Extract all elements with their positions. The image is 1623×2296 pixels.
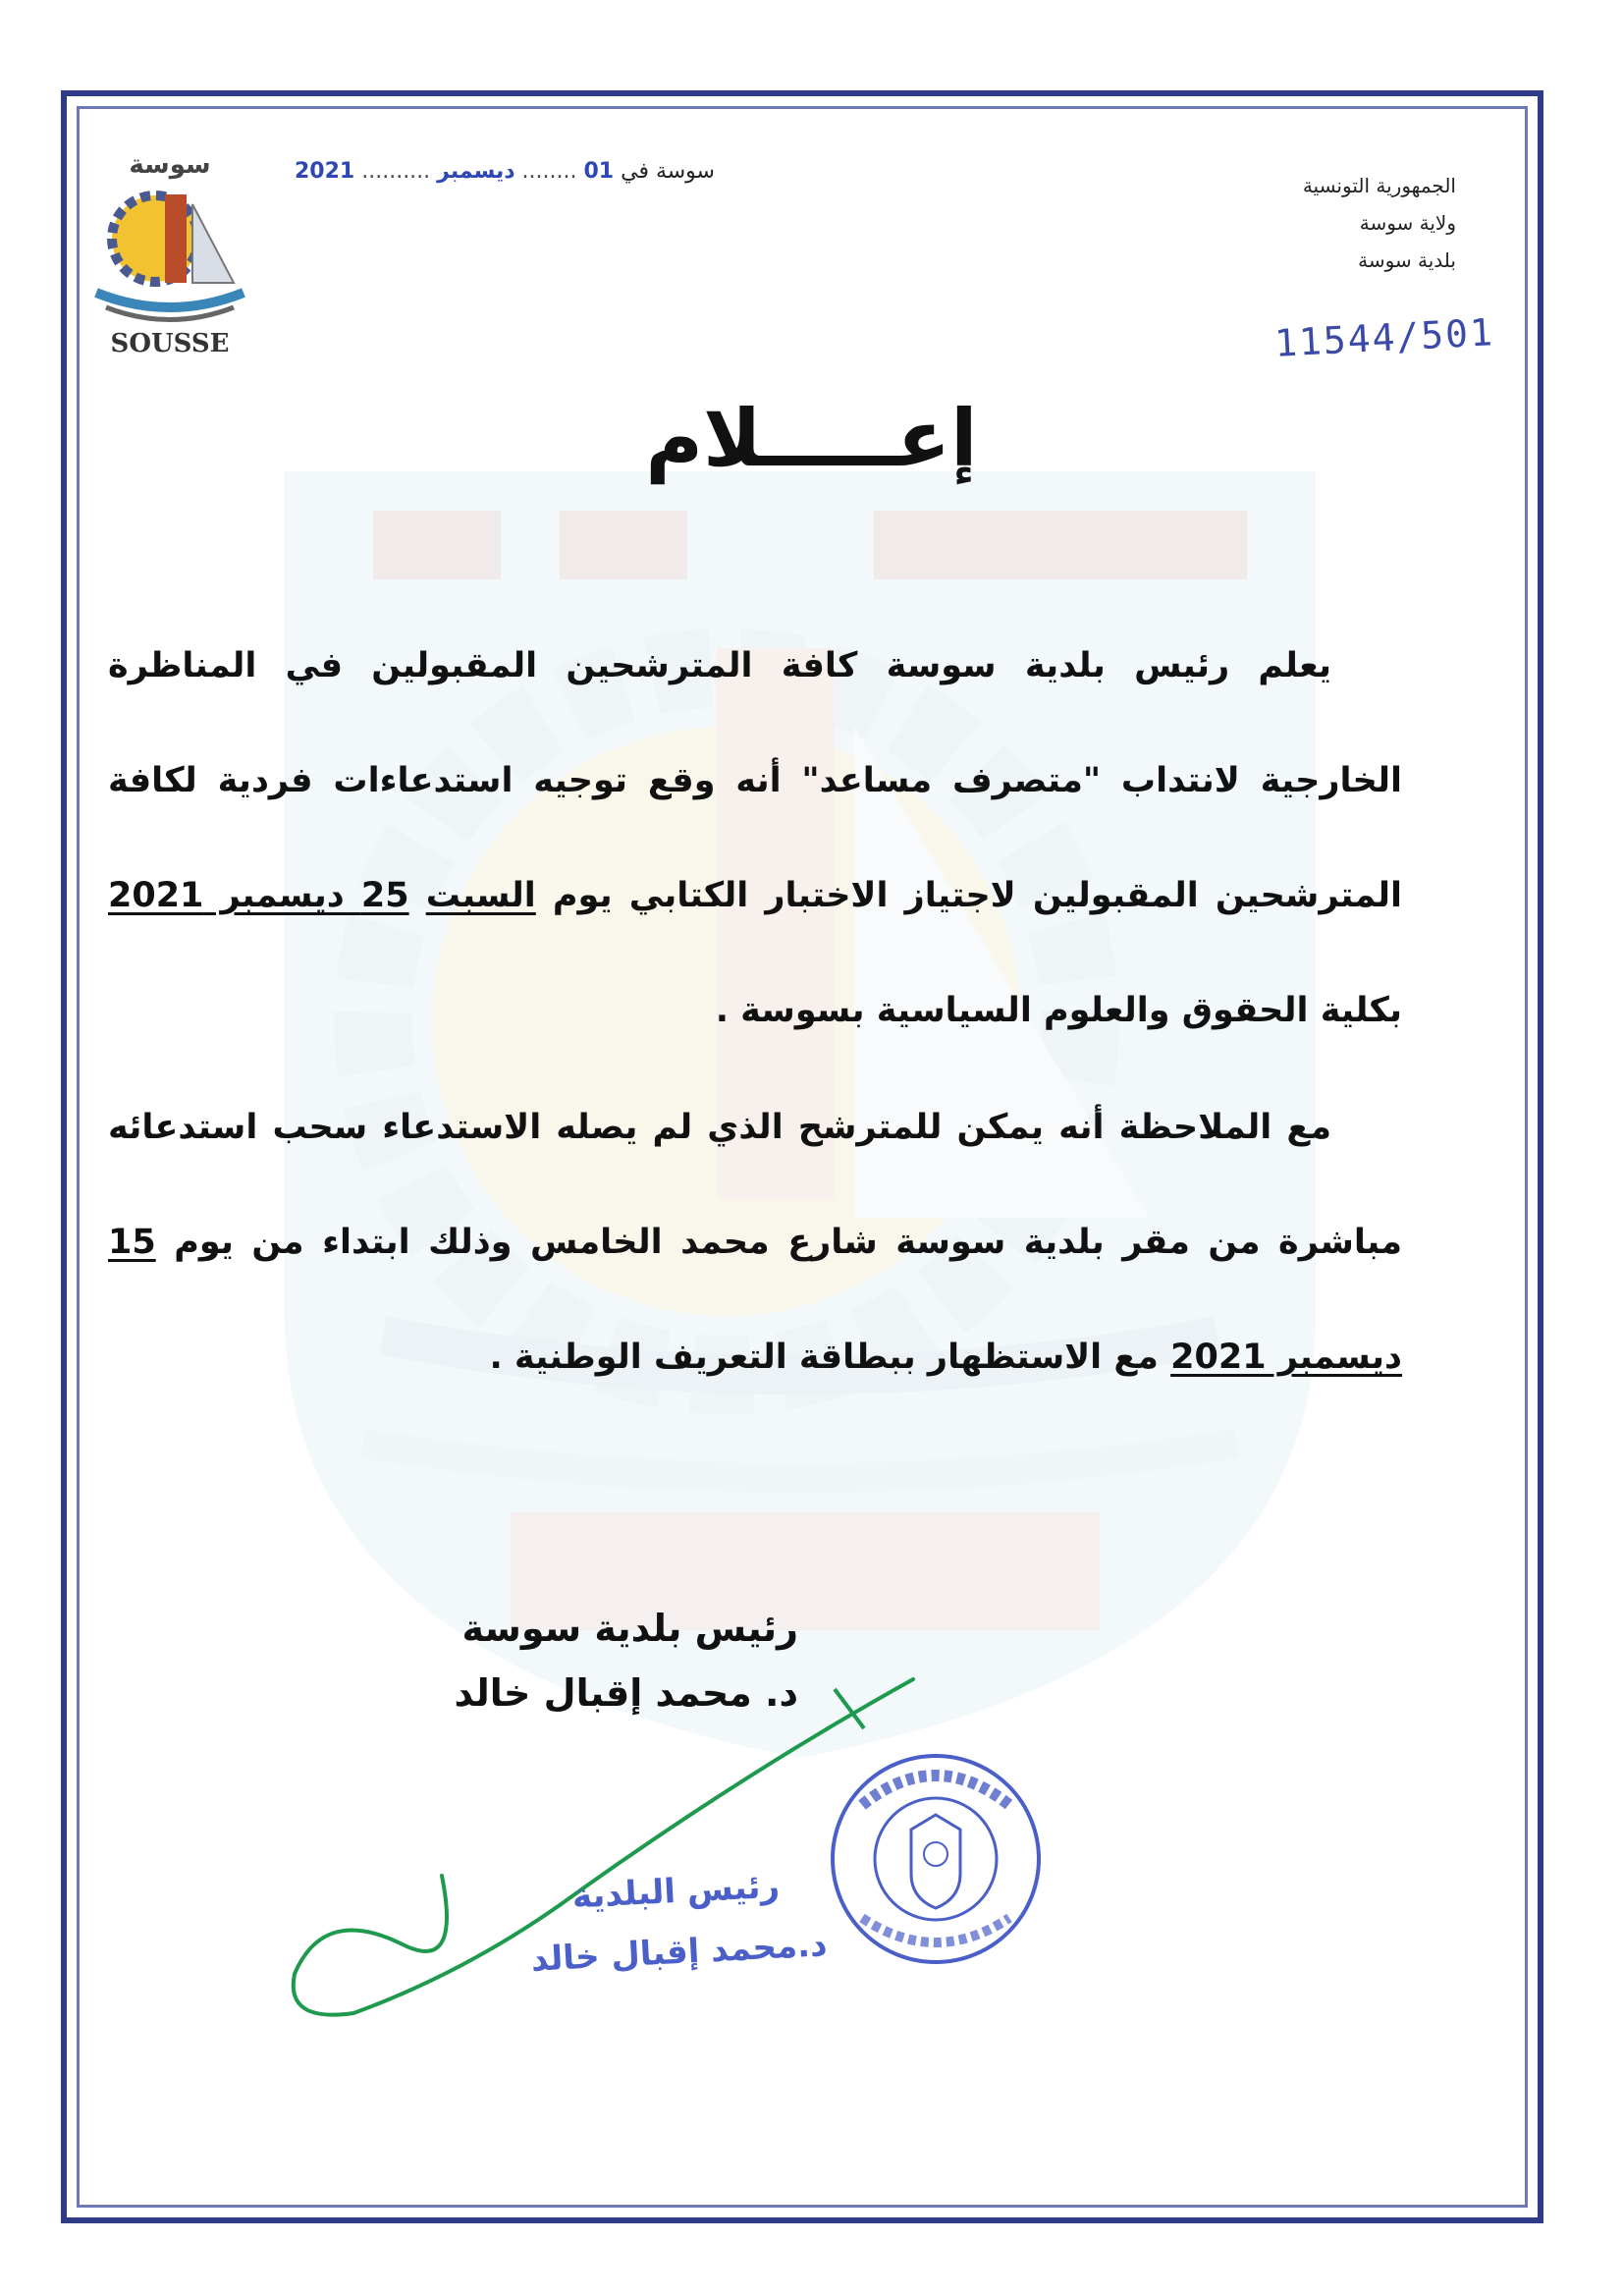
pickup-start-date: 15 ديسمبر 2021 xyxy=(108,1223,1402,1377)
date-dots: .......... xyxy=(361,159,431,184)
paragraph2-part2: مع الاستظهار ببطاقة التعريف الوطنية . xyxy=(489,1338,1159,1377)
paragraph1-part1: يعلم رئيس بلدية سوسة كافة المترشحين المقبولين في المناظرة الخارجية لانتداب "متصرف مساعد" أنه وقع توجيه استدعاءات فردية لكافة المترشحين المقبولين لاجتياز الاختبار الكتابي يوم xyxy=(108,646,1402,915)
exam-day-name: السبت xyxy=(425,876,536,915)
date-year: 2021 xyxy=(295,159,355,184)
stamp-text xyxy=(488,1851,867,1993)
stamp-name: د.محمد إقبال خالد xyxy=(529,1925,829,1980)
header-governorate: ولاية سوسة xyxy=(1359,211,1456,235)
exam-date: 25 ديسمبر 2021 xyxy=(108,876,409,915)
date-place: سوسة في xyxy=(621,159,715,184)
logo-arabic-text: سوسة xyxy=(129,150,211,180)
paragraph1-part2: بكلية الحقوق والعلوم السياسية بسوسة . xyxy=(715,991,1402,1030)
paragraph-exam-notice xyxy=(108,609,1402,1068)
document-title: إعـــــلام xyxy=(645,393,978,484)
date-day: 01 xyxy=(583,159,615,184)
header-country: الجمهورية التونسية xyxy=(1302,174,1456,197)
date-dots: ........ xyxy=(521,159,577,184)
date-line xyxy=(295,159,715,184)
signatory-name: د. محمد إقبال خالد xyxy=(454,1671,798,1715)
header-municipality: بلدية سوسة xyxy=(1358,248,1456,272)
official-seal xyxy=(823,1746,1049,1972)
reference-number: 11544/501 xyxy=(1273,310,1495,365)
header-authority xyxy=(1303,167,1456,279)
stamp-role: رئيس البلدية xyxy=(570,1866,781,1917)
paragraph2-part1: مع الملاحظة أنه يمكن للمترشح الذي لم يصله الاستدعاء سحب استدعائه مباشرة من مقر بلدية سوسة شارع محمد الخامس وذلك ابتداء من يوم xyxy=(108,1108,1402,1262)
logo-latin-text: SOUSSE xyxy=(110,329,230,358)
signatory-role: رئيس بلدية سوسة xyxy=(461,1607,798,1650)
paragraph-pickup-notice xyxy=(108,1070,1402,1415)
sousse-logo xyxy=(86,145,253,361)
date-month: ديسمبر xyxy=(437,159,515,184)
